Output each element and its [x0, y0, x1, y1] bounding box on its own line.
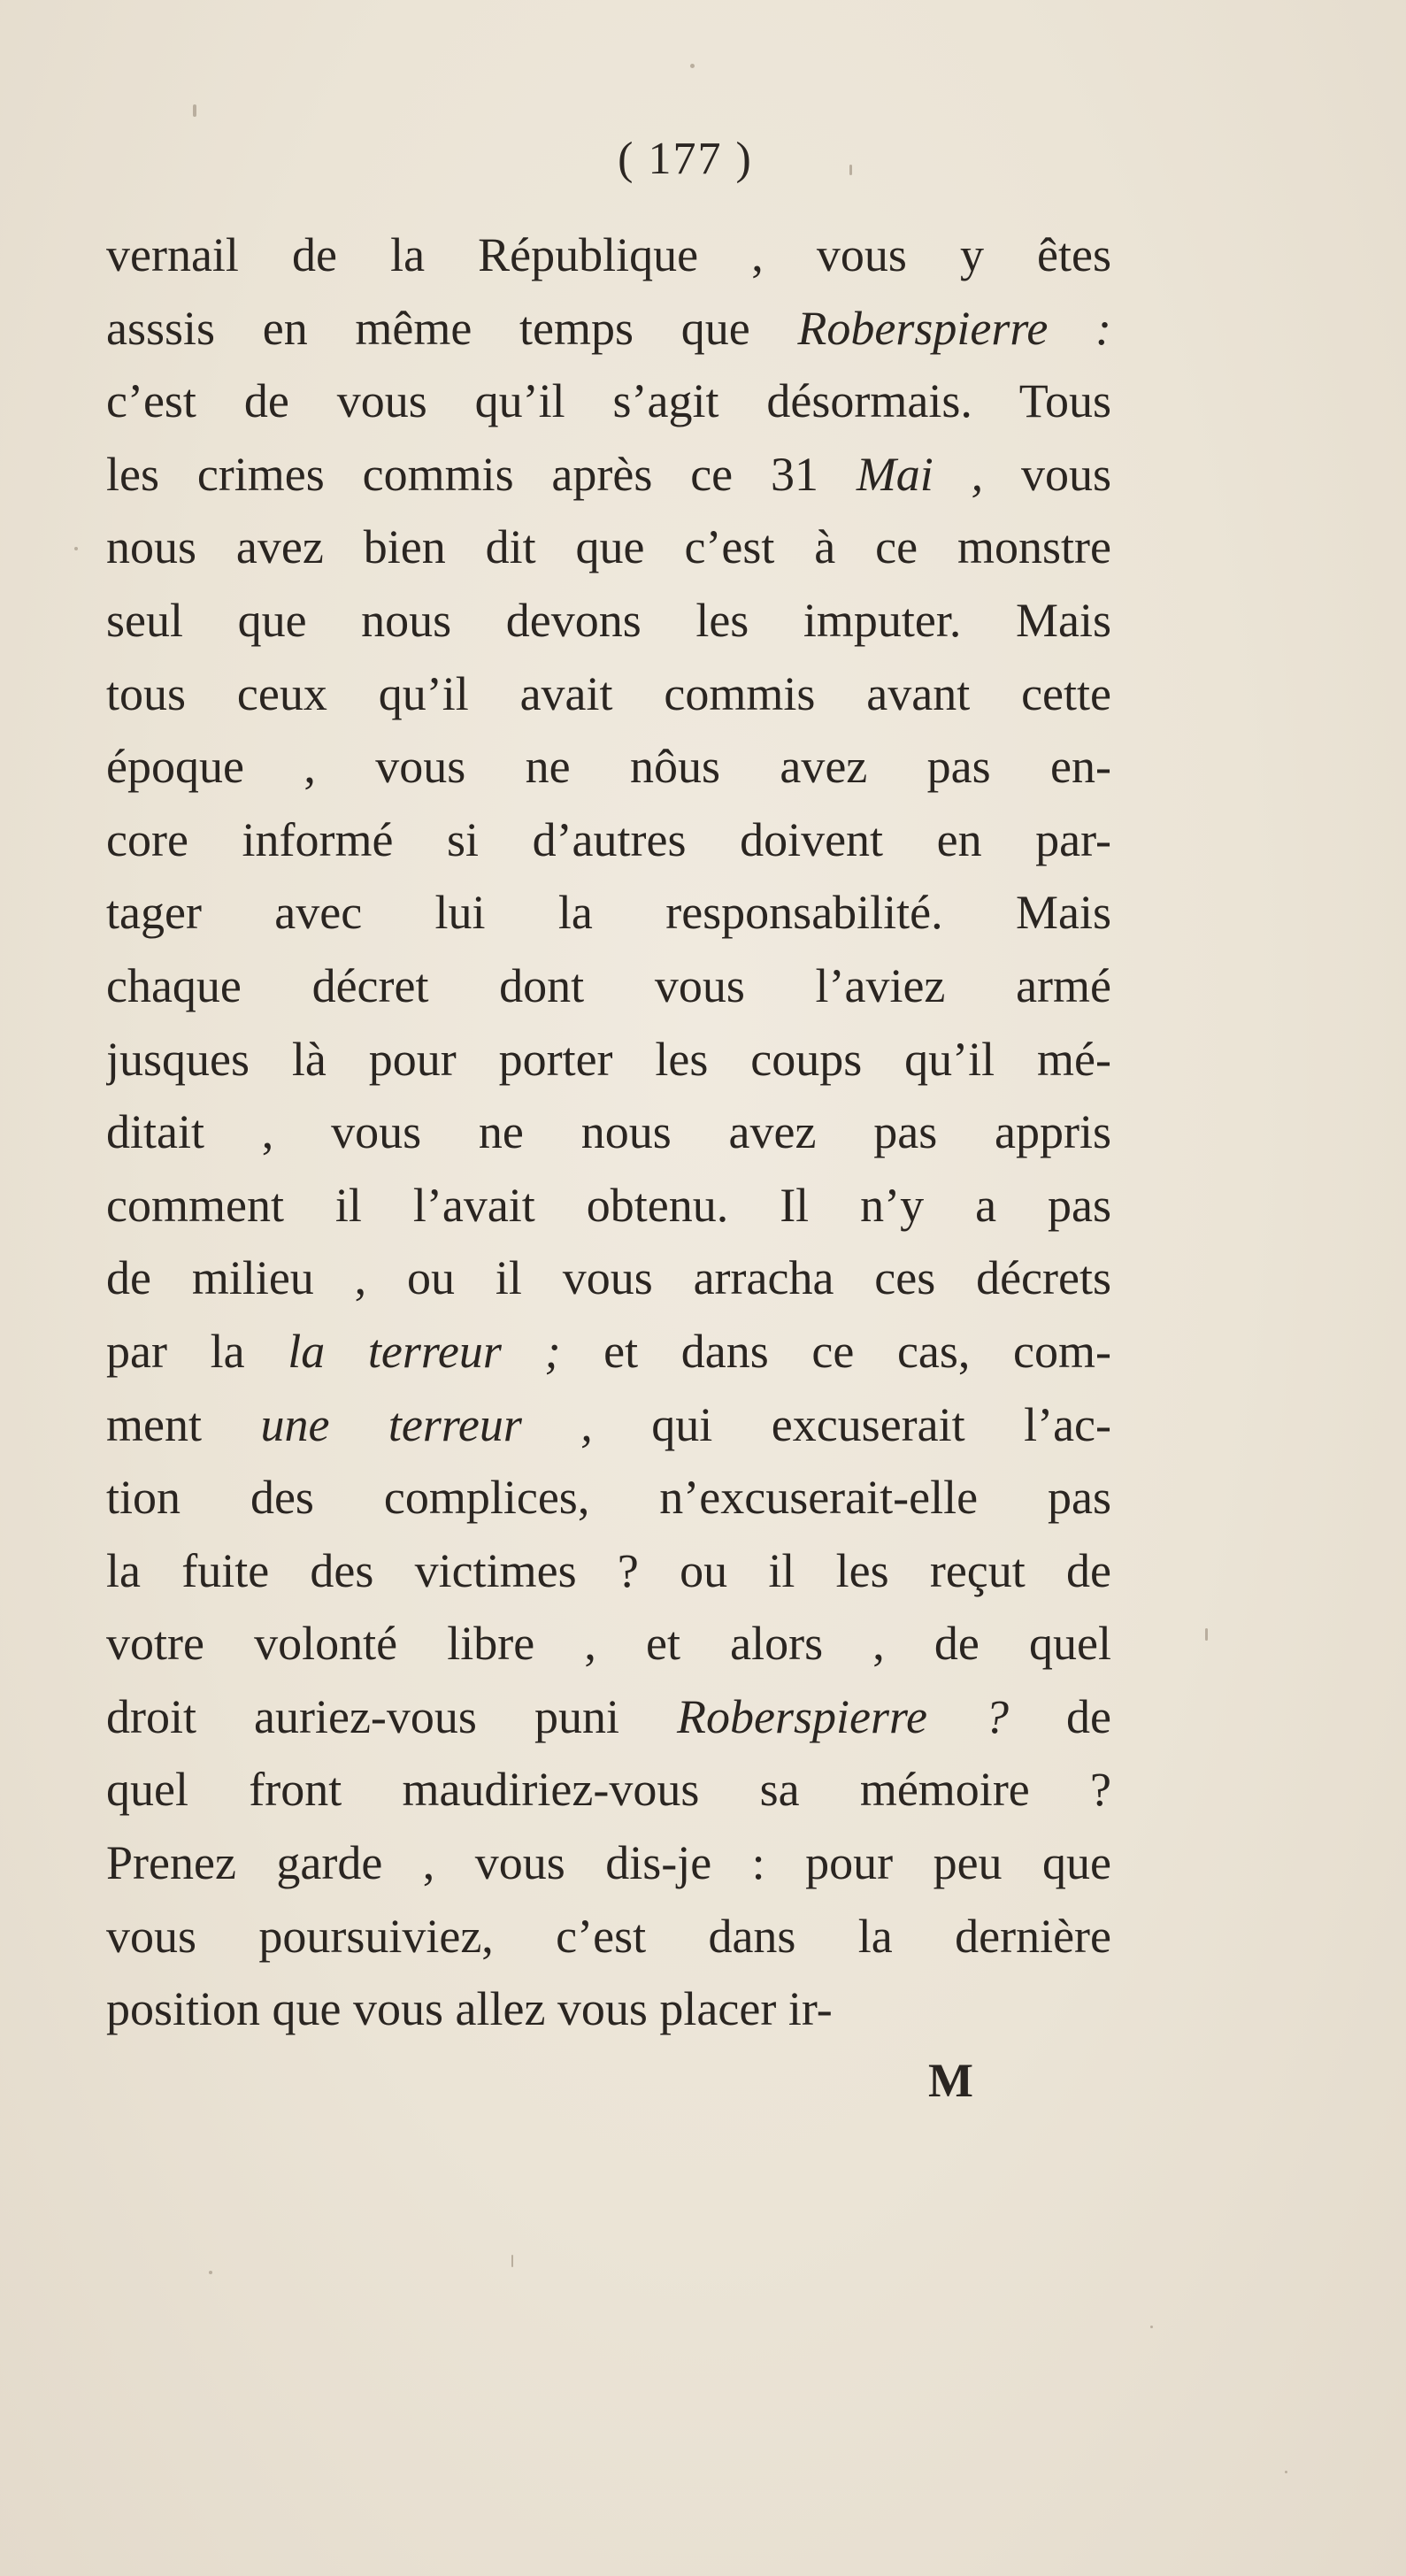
paper-speck: [1205, 1628, 1208, 1641]
text-line: [106, 1534, 1111, 1608]
text-line: [106, 1461, 1111, 1534]
page-number-text: ( 177 ): [618, 134, 753, 184]
italic-text: la terreur ;: [288, 1324, 561, 1378]
text-run: chaque décret dont vous l’aviez armé: [106, 958, 1111, 1012]
text-run: ment: [106, 1397, 261, 1451]
text-run: jusques là pour porter les coups qu’il mé-: [106, 1032, 1111, 1086]
paper-speck: [690, 64, 695, 68]
text-run: droit auriez-vous puni: [106, 1689, 677, 1743]
text-run: par la: [106, 1324, 288, 1378]
text-run: la fuite des victimes ? ou il les reçut de: [106, 1543, 1111, 1597]
paper-speck: [193, 104, 196, 117]
text-run: seul que nous devons les imputer. Mais: [106, 593, 1111, 647]
text-line: [106, 584, 1111, 657]
text-line: [106, 1607, 1111, 1680]
text-run: ditait , vous ne nous avez pas appris: [106, 1105, 1111, 1159]
text-line: [106, 1826, 1111, 1900]
paper-speck: [1150, 2326, 1153, 2328]
text-run: les crimes commis après ce 31: [106, 447, 857, 501]
text-run: qui excuserait l’ac-: [592, 1397, 1111, 1451]
text-line: [106, 1753, 1111, 1826]
text-line: [106, 1680, 1111, 1754]
paper-speck: [849, 165, 852, 175]
text-run: position que vous allez vous placer ir-: [106, 1982, 833, 2036]
text-line: [106, 1972, 1111, 2046]
text-run: vous poursuiviez, c’est dans la dernière: [106, 1909, 1111, 1963]
text-line: [106, 950, 1111, 1023]
text-line: [106, 1242, 1111, 1315]
text-run: époque , vous ne nôus avez pas en-: [106, 740, 1111, 794]
text-line: [106, 438, 1111, 511]
text-line: [106, 1315, 1111, 1388]
text-run: tion des complices, n’excuserait-elle pas: [106, 1471, 1111, 1525]
italic-text: Roberspierre ?: [677, 1689, 1009, 1743]
text-run: Prenez garde , vous dis-je : pour peu que: [106, 1836, 1111, 1890]
text-run: de milieu , ou il vous arracha ces décrets: [106, 1251, 1111, 1305]
text-line: [106, 1388, 1111, 1462]
italic-text: une terreur ,: [260, 1397, 593, 1451]
text-line: [106, 1169, 1111, 1242]
text-run: et dans ce cas, com-: [560, 1324, 1111, 1378]
page-number: [0, 133, 1406, 185]
text-line: [106, 657, 1111, 731]
text-line: [106, 730, 1111, 804]
text-run: quel front maudiriez-vous sa mémoire ?: [106, 1763, 1111, 1817]
paper-speck: [1285, 2471, 1287, 2473]
text-run: tous ceux qu’il avait commis avant cette: [106, 666, 1111, 720]
text-run: tager avec lui la responsabilité. Mais: [106, 886, 1111, 940]
text-line: [106, 1096, 1111, 1169]
text-run: asssis en même temps que: [106, 301, 798, 355]
italic-text: Mai ,: [856, 447, 984, 501]
paper-speck: [209, 2271, 212, 2274]
text-line: [106, 1023, 1111, 1096]
text-line: [106, 804, 1111, 877]
text-line: [106, 511, 1111, 584]
text-run: de: [1008, 1689, 1111, 1743]
body-text: [106, 219, 1111, 2046]
text-line: [106, 876, 1111, 950]
signature-mark: M: [928, 2054, 973, 2107]
italic-text: Roberspierre :: [797, 301, 1111, 355]
text-run: vous: [983, 447, 1111, 501]
text-line: [106, 1900, 1111, 1973]
text-line: [106, 219, 1111, 292]
text-run: c’est de vous qu’il s’agit désormais. Tous: [106, 374, 1111, 428]
text-run: comment il l’avait obtenu. Il n’y a pas: [106, 1178, 1111, 1232]
text-line: [106, 292, 1111, 365]
text-run: votre volonté libre , et alors , de quel: [106, 1617, 1111, 1671]
text-line: [106, 365, 1111, 438]
paper-speck: [511, 2255, 513, 2267]
paper-speck: [74, 547, 78, 550]
text-run: vernail de la République , vous y êtes: [106, 228, 1111, 281]
text-run: core informé si d’autres doivent en par-: [106, 812, 1111, 866]
text-run: nous avez bien dit que c’est à ce monstre: [106, 520, 1111, 574]
